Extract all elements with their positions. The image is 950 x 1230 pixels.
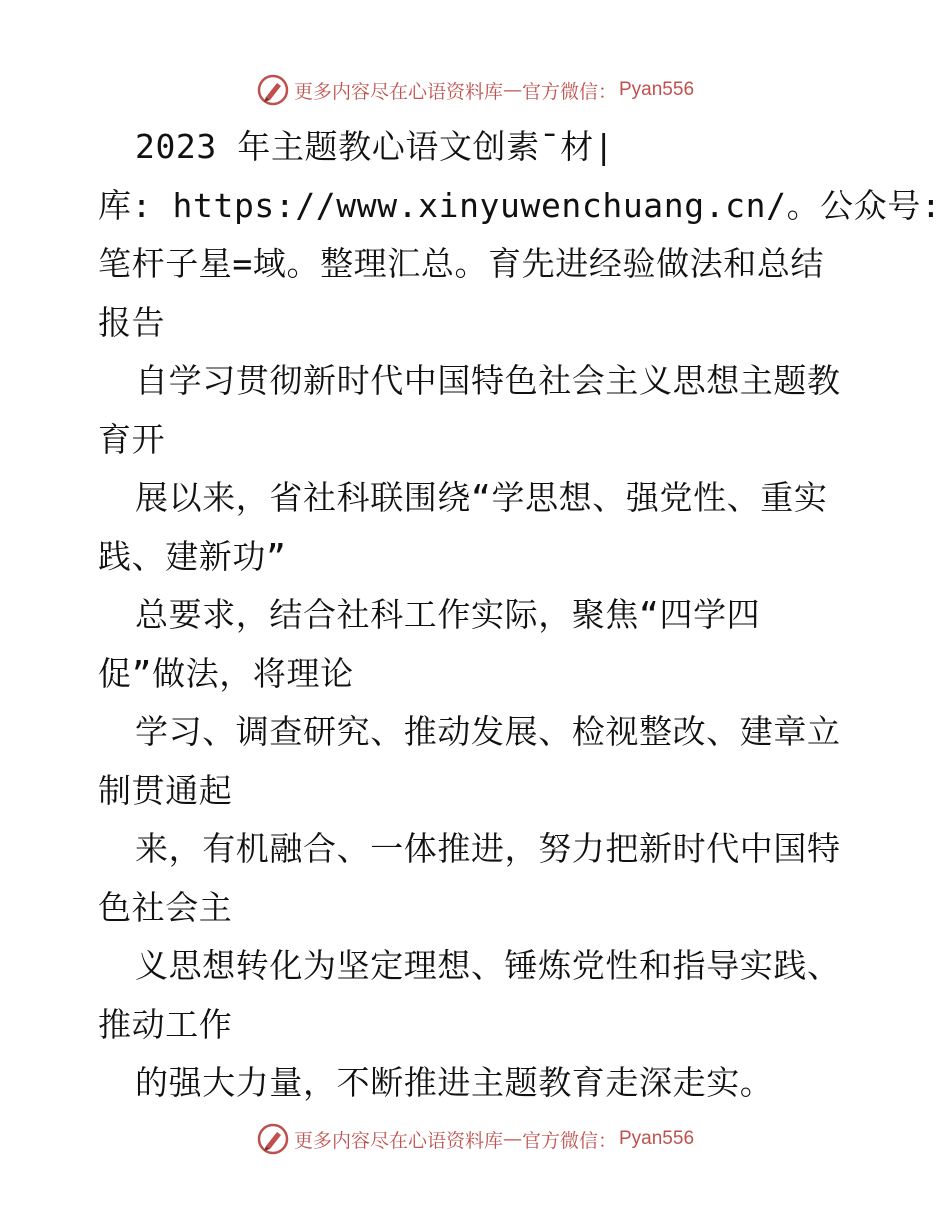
document-line: 2023 年主题教心语文创素¯材| <box>135 127 615 166</box>
document-line: 推动工作 <box>98 1004 233 1044</box>
document-line: 践、建新功” <box>98 536 287 576</box>
document-line: 报告 <box>98 302 166 342</box>
footer-banner <box>0 1119 950 1159</box>
banner-dash: — <box>502 1128 522 1150</box>
banner-official-label: 官方微信： <box>521 1129 617 1152</box>
document-line: 来，有机融合、一体推进，努力把新时代中国特 <box>135 829 841 868</box>
banner-dash: — <box>502 79 522 101</box>
document-line: 育开 <box>98 419 166 459</box>
document-line: 学习、调查研究、推动发展、检视整改、建章立 <box>135 712 841 751</box>
header-banner <box>0 70 950 110</box>
document-line: 的强大力量，不断推进主题教育走深走实。 <box>135 1063 774 1102</box>
banner-official-label: 官方微信： <box>521 80 617 103</box>
document-line: 笔杆子星=域。整理汇总。育先进经验做法和总结 <box>98 244 825 283</box>
pen-circle-logo-icon <box>256 73 290 107</box>
document-line: 展以来，省社科联围绕“学思想、强党性、重实 <box>135 478 828 517</box>
banner-main-text: 更多内容尽在心语资料库 <box>293 1129 503 1152</box>
document-line: 色社会主 <box>98 887 233 927</box>
document-line: 促”做法，将理论 <box>98 653 354 693</box>
banner-account-id: Pyan556 <box>619 1128 695 1149</box>
document-line: 制贯通起 <box>98 770 233 810</box>
pen-circle-logo-icon <box>256 1122 290 1156</box>
document-line: 总要求，结合社科工作实际，聚焦“四学四 <box>135 595 761 634</box>
document-line: 库: https://www.xinyuwenchuang.cn/。公众号: <box>98 185 942 225</box>
document-line: 义思想转化为坚定理想、锤炼党性和指导实践、 <box>135 946 841 985</box>
banner-account-id: Pyan556 <box>619 79 695 100</box>
document-body <box>98 118 942 1113</box>
document-line: 自学习贯彻新时代中国特色社会主义思想主题教 <box>135 361 841 400</box>
banner-main-text: 更多内容尽在心语资料库 <box>293 80 503 103</box>
